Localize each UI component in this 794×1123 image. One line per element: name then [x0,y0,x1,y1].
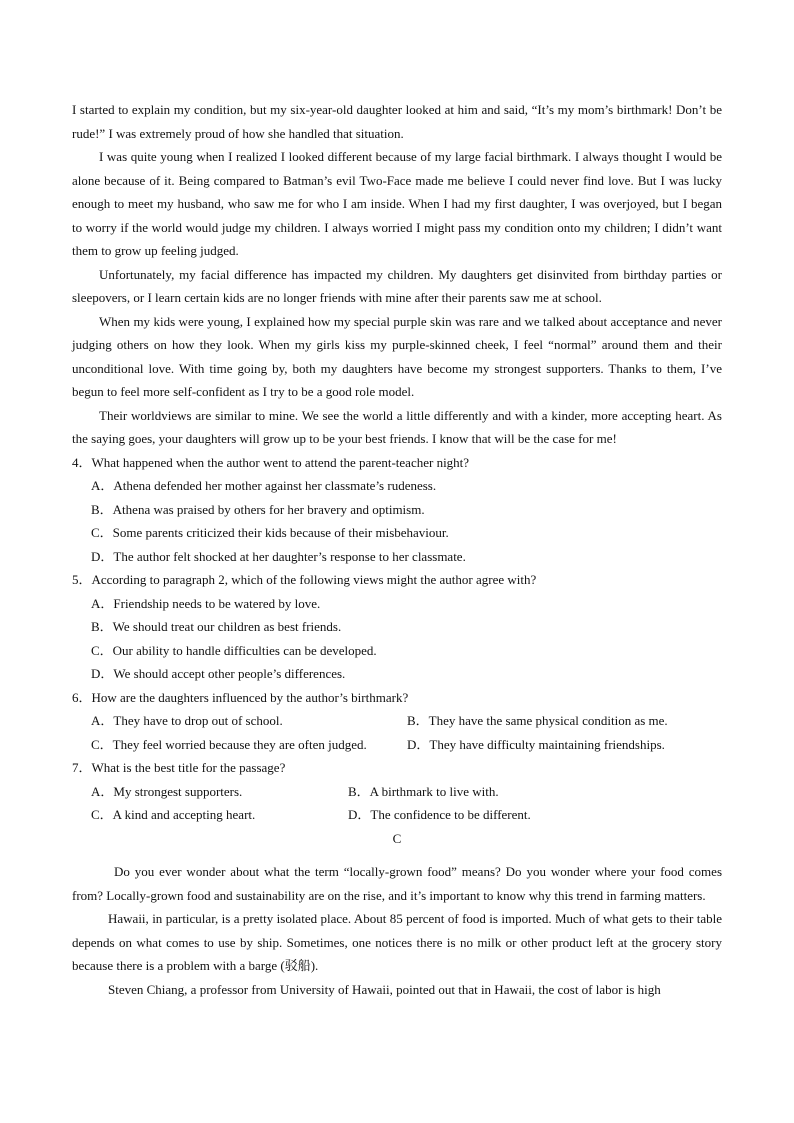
passage-c-paragraph-3: Steven Chiang, a professor from University of Hawaii, pointed out that in Hawaii, the cost of labor is high [108,981,661,997]
option-c: C．Some parents criticized their kids because of their misbehaviour. [91,525,449,540]
question-stem: 5．According to paragraph 2, which of the following views might the author agree with? [72,572,537,587]
section-c-label: C [392,830,402,846]
passage-b-paragraph-3: Unfortunately, my facial difference has impacted my children. My daughters get disinvited from birthday parties or sleepovers, or I learn certain kids are no longer friends with mine after their parents saw me at school. [72,266,722,305]
passage-c-paragraph-2: Hawaii, in particular, is a pretty isolated place. About 85 percent of food is imported. Much of what gets to their table depends on what comes to use by ship. Sometimes, one notices there is no milk or other product left at the grocery story because there is a problem with a barge (驳船). [72,911,722,973]
option-b: B．Athena was praised by others for her bravery and optimism. [91,501,425,517]
options-row-1 [91,780,722,804]
option-c: C．They feel worried because they are often judged. [91,736,367,752]
passage-c-paragraph-1: Do you ever wonder about what the term “locally-grown food” means? Do you wonder where your food comes from? Locally-grown food and sustainability are on the rise, and it’s important to know why this trend in farming matters. [72,864,722,903]
option-b: B．They have the same physical condition as me. [407,713,668,728]
document-page [72,98,722,1001]
section-gap [72,850,722,860]
option-a: A．Friendship needs to be watered by love. [91,595,321,611]
option-d: D．We should accept other people’s differences. [91,666,346,681]
question-5 [72,568,722,686]
question-6 [72,686,722,757]
option-a: A．They have to drop out of school. [91,713,283,728]
question-7 [72,756,722,827]
option-a: A．Athena defended her mother against her classmate’s rudeness. [91,478,437,493]
option-b: B．We should treat our children as best friends. [91,619,342,634]
passage-b-paragraph-4: When my kids were young, I explained how my special purple skin was rare and we talked about acceptance and never judging others on how they look. When my girls kiss my purple-skinned cheek, I feel “normal” around them and their unconditional love. With time going by, both my daughters have become my strongest supporters. Thanks to them, I’ve begun to feel more self-confident as I try to be a good role model. [72,313,722,399]
option-d: D．The confidence to be different. [348,807,531,822]
passage-b-paragraph-5: Their worldviews are similar to mine. We see the world a little differently and with a kinder, more accepting heart. As the saying goes, your daughters will grow up to be your best friends. I know that will be the case for me! [72,407,722,446]
options-row-1 [91,709,722,733]
question-stem: 4．What happened when the author went to attend the parent-teacher night? [72,454,470,470]
option-d: D．They have difficulty maintaining friendships. [407,736,665,752]
question-stem: 6．How are the daughters influenced by the author’s birthmark? [72,689,409,705]
option-a: A．My strongest supporters. [91,783,243,799]
question-stem: 7．What is the best title for the passage? [72,760,286,775]
options-row-2 [91,803,722,827]
option-d: D．The author felt shocked at her daughter’s response to her classmate. [91,548,466,564]
option-c: C．A kind and accepting heart. [91,807,256,822]
option-c: C．Our ability to handle difficulties can be developed. [91,642,377,658]
passage-b-paragraph-2: I was quite young when I realized I looked different because of my large facial birthmark. I always thought I would be alone because of it. Being compared to Batman’s evil Two-Face made me believe I could never find love. But I was lucky enough to meet my husband, who saw me for who I am inside. When I had my first daughter, I was overjoyed, but I began to worry if the world would judge my children. I always worried I might pass my condition onto my children; I didn’t want them to grow up feeling judged. [72,149,722,258]
passage-b-paragraph-1: I started to explain my condition, but my six-year-old daughter looked at him and said, “It’s my mom’s birthmark! Don’t be rude!” I was extremely proud of how she handled that situation. [72,102,722,141]
question-4 [72,451,722,569]
options-row-2 [91,733,722,757]
option-b: B．A birthmark to live with. [348,783,499,799]
